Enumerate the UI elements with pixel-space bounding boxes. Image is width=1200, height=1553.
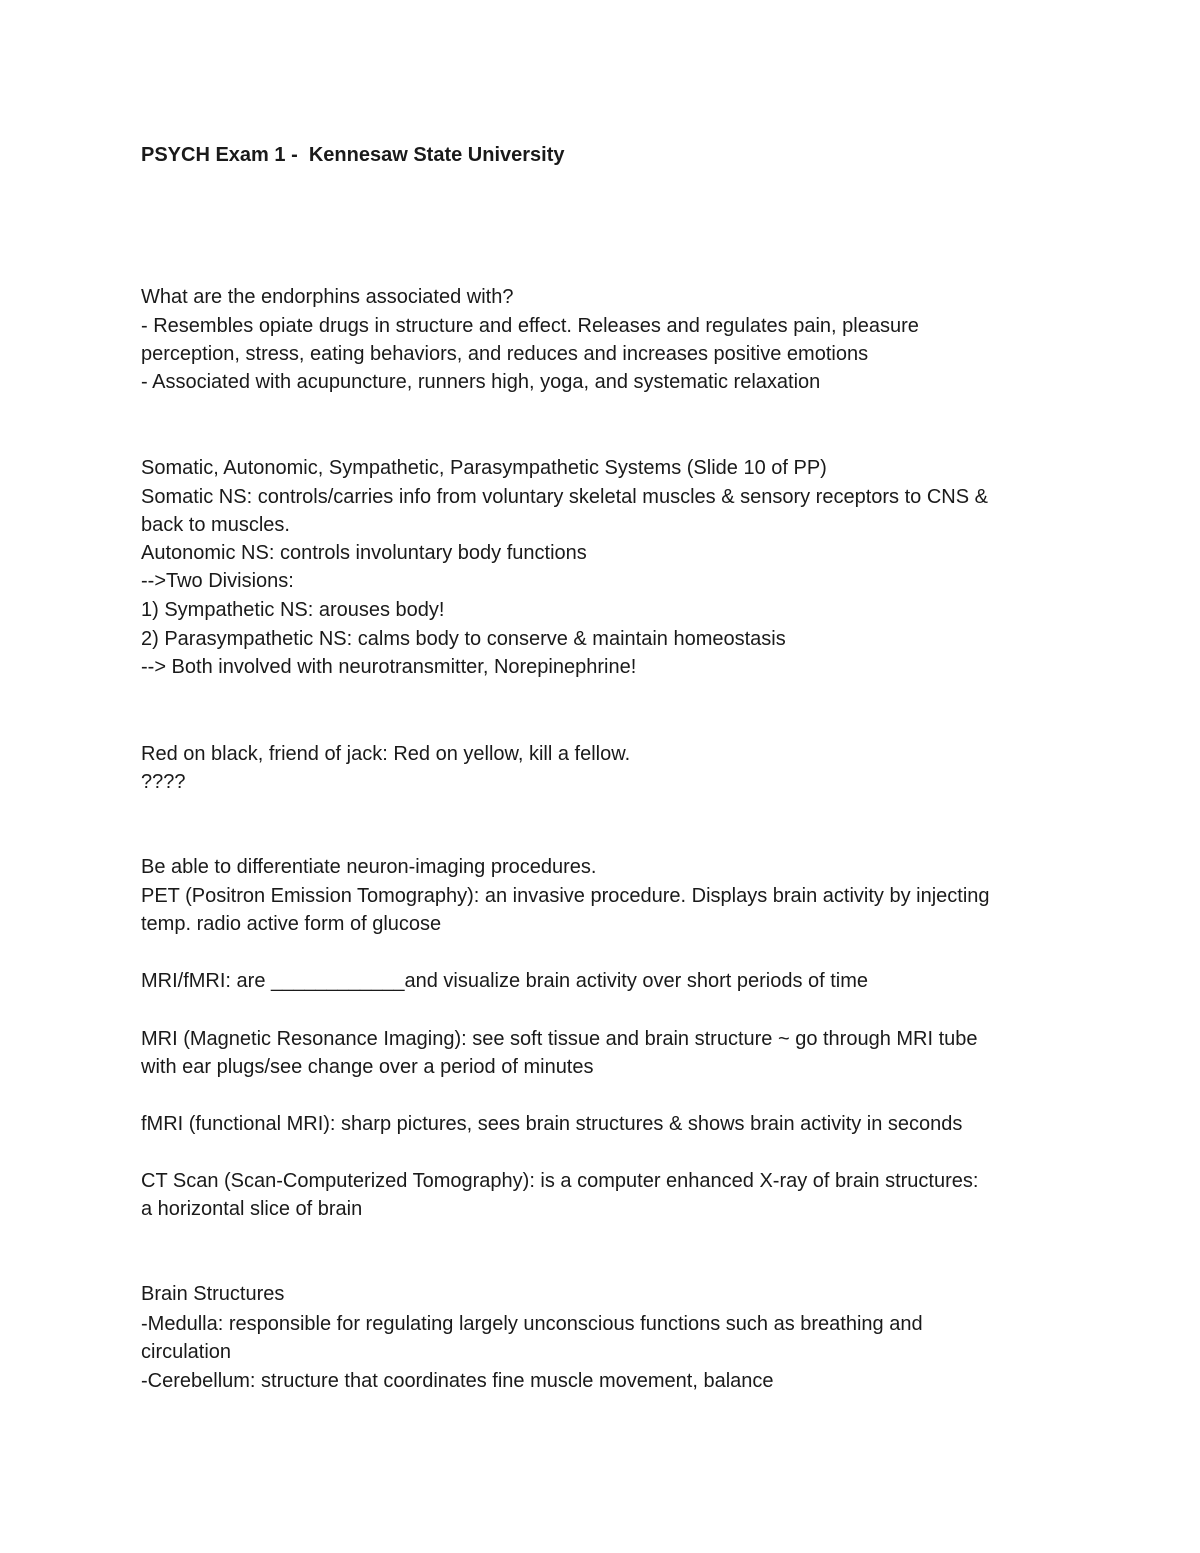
nervous-systems-line: back to muscles. [141, 514, 290, 536]
rhyme-line: Red on black, friend of jack: Red on yellow, kill a fellow. [141, 743, 631, 765]
question-endorphins: What are the endorphins associated with? [141, 286, 514, 308]
neuroimaging-line: temp. radio active form of glucose [141, 913, 442, 935]
neuroimaging-line: MRI/fMRI: are ____________and visualize brain activity over short periods of time [141, 970, 869, 992]
endorphins-answer-line: - Resembles opiate drugs in structure and effect. Releases and regulates pain, pleasure [141, 315, 919, 337]
neuroimaging-line: CT Scan (Scan-Computerized Tomography): is a computer enhanced X-ray of brain structures: [141, 1170, 979, 1192]
neuroimaging-line: a horizontal slice of brain [141, 1198, 363, 1220]
nervous-systems-line: --> Both involved with neurotransmitter, Norepinephrine! [141, 656, 637, 678]
section-heading-nervous-systems: Somatic, Autonomic, Sympathetic, Parasympathetic Systems (Slide 10 of PP) [141, 457, 827, 479]
neuroimaging-line: with ear plugs/see change over a period of minutes [141, 1056, 594, 1078]
section-heading-brain-structures: Brain Structures [141, 1283, 285, 1305]
neuroimaging-line: PET (Positron Emission Tomography): an invasive procedure. Displays brain activity by injecting [141, 885, 990, 907]
endorphins-answer-line: perception, stress, eating behaviors, and reduces and increases positive emotions [141, 343, 869, 365]
neuroimaging-line: fMRI (functional MRI): sharp pictures, sees brain structures & shows brain activity in seconds [141, 1113, 963, 1135]
endorphins-answer-line: - Associated with acupuncture, runners high, yoga, and systematic relaxation [141, 371, 821, 393]
section-heading-neuroimaging: Be able to differentiate neuron-imaging procedures. [141, 856, 597, 878]
nervous-systems-line: -->Two Divisions: [141, 570, 294, 592]
nervous-systems-line: 1) Sympathetic NS: arouses body! [141, 599, 445, 621]
document-title: PSYCH Exam 1 - Kennesaw State University [141, 144, 565, 166]
rhyme-question-marks: ???? [141, 771, 186, 793]
nervous-systems-line: Somatic NS: controls/carries info from voluntary skeletal muscles & sensory receptors to CNS & [141, 486, 988, 508]
brain-structures-line: circulation [141, 1341, 232, 1363]
neuroimaging-line: MRI (Magnetic Resonance Imaging): see soft tissue and brain structure ~ go through MRI tube [141, 1028, 978, 1050]
brain-structures-line: -Medulla: responsible for regulating largely unconscious functions such as breathing and [141, 1313, 923, 1335]
nervous-systems-line: 2) Parasympathetic NS: calms body to conserve & maintain homeostasis [141, 628, 786, 650]
brain-structures-line: -Cerebellum: structure that coordinates fine muscle movement, balance [141, 1370, 774, 1392]
nervous-systems-line: Autonomic NS: controls involuntary body functions [141, 542, 587, 564]
